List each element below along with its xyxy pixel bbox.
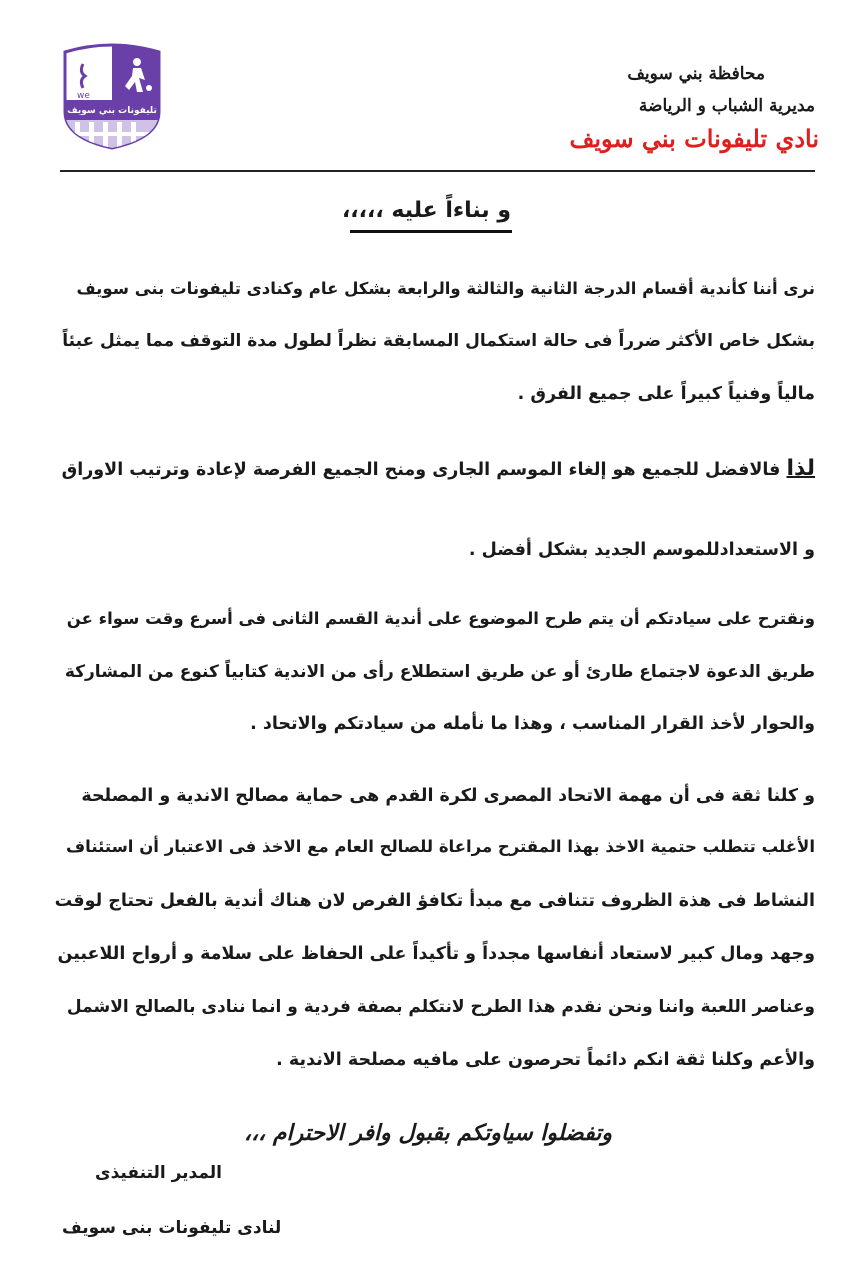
signatory-organization: لنادى تليفونات بنى سويف xyxy=(62,1218,282,1238)
paragraph-4-line: وجهد ومال كبير لاستعاد أنفاسها مجدداً و تأكيداً على الحفاظ على سلامة و أرواح اللاعبين xyxy=(57,944,815,964)
heading-underline xyxy=(350,230,512,233)
logo-brand-text: we xyxy=(77,91,90,101)
header-divider xyxy=(60,170,815,172)
paragraph-1-line: مالياً وفنياً كبيراً على جميع الفرق . xyxy=(517,384,815,404)
signatory-title: المدير التنفيذى xyxy=(95,1163,222,1183)
paragraph-4-line: النشاط فى هذة الظروف تتنافى مع مبدأ تكافؤ الفرص لان هناك أندية بالفعل تحتاج لوقت xyxy=(54,891,815,911)
paragraph-4-line: و كلنا ثقة فى أن مهمة الاتحاد المصرى لكرة القدم هى حماية مصالح الاندية و المصلحة xyxy=(81,786,815,806)
paragraph-2-line xyxy=(62,456,815,481)
paragraph-1-line: نرى أننا كأندية أقسام الدرجة الثانية والثالثة والرابعة بشكل عام وكنادى تليفونات بنى سويف xyxy=(76,279,815,298)
governorate-name: محافظة بني سويف xyxy=(627,64,765,84)
closing-salutation: وتفضلوا سياوتكم بقبول وافر الاحترام ،،، xyxy=(243,1120,612,1146)
club-logo xyxy=(57,42,167,150)
paragraph-2-line: و الاستعدادللموسم الجديد بشكل أفضل . xyxy=(468,540,815,560)
club-logo-shield-icon xyxy=(57,42,167,150)
paragraph-3-line: ونقترح على سيادتكم أن يتم طرح الموضوع على أندية القسم الثانى فى أسرع وقت سواء عن xyxy=(66,609,815,628)
club-name: نادي تليفونات بني سويف xyxy=(569,124,819,153)
paragraph-3-line: والحوار لأخذ القرار المناسب ، وهذا ما نأمله من سيادتكم والاتحاد . xyxy=(250,714,815,734)
paragraph-4-line: والأعم وكلنا ثقة انكم دائماً تحرصون على مافيه مصلحة الاندية . xyxy=(276,1050,815,1070)
paragraph-2-lead-word: لذا xyxy=(786,456,815,481)
paragraph-2-text: فالافضل للجميع هو إلغاء الموسم الجارى ومنح الجميع الفرصة لإعادة وترتيب الاوراق xyxy=(61,460,781,480)
directorate-name: مديرية الشباب و الرياضة xyxy=(638,96,815,116)
paragraph-4-line: الأغلب تتطلب حتمية الاخذ بهذا المقترح مراعاة للصالح العام مع الاخذ فى الاعتبار أن استئناف xyxy=(66,837,815,856)
letter-heading: و بناءاً عليه ،،،،، xyxy=(341,198,511,223)
paragraph-1-line: بشكل خاص الأكثر ضرراً فى حالة استكمال المسابقة نظراً لطول مدة التوقف مما يمثل عبئاً xyxy=(62,331,815,351)
paragraph-3-line: طريق الدعوة لاجتماع طارئ أو عن طريق استطلاع رأى من الاندية كتابياً كنوع من المشاركة xyxy=(64,662,815,682)
paragraph-4-line: وعناصر اللعبة واننا ونحن نقدم هذا الطرح لانتكلم بصفة فردية و انما ننادى بالصالح الاشمل xyxy=(66,997,815,1017)
logo-club-text: تليفونات بني سويف xyxy=(67,106,157,116)
